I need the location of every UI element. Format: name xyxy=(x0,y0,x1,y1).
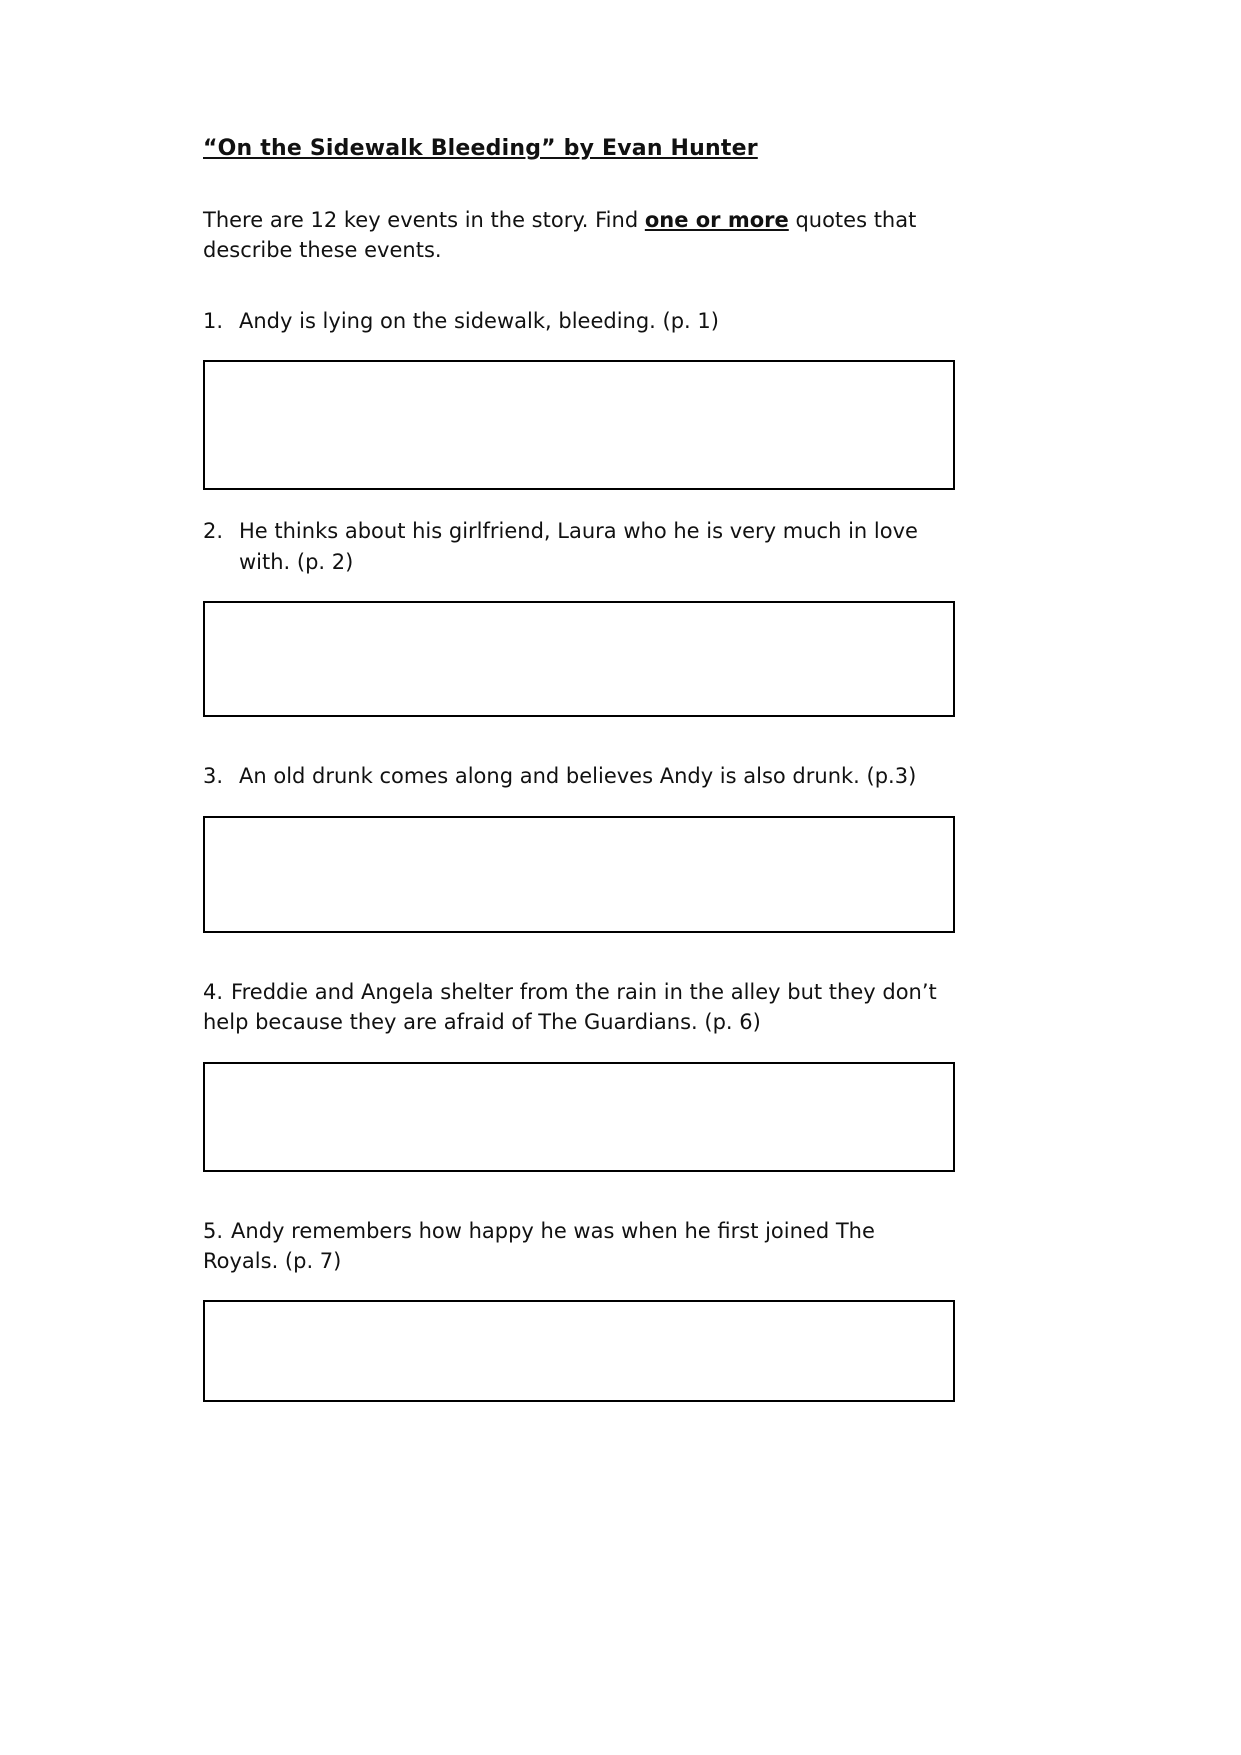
question-5 xyxy=(203,1216,948,1277)
worksheet-content xyxy=(203,136,963,1402)
question-2-number: 2. xyxy=(203,519,224,544)
answer-box-1[interactable] xyxy=(203,360,955,490)
question-4 xyxy=(203,977,948,1038)
question-2 xyxy=(203,516,948,577)
question-3 xyxy=(203,761,948,791)
answer-box-5[interactable] xyxy=(203,1300,955,1402)
question-1-text: Andy is lying on the sidewalk, bleeding. (p. 1) xyxy=(239,308,719,333)
question-5-number: 5. xyxy=(203,1218,224,1243)
intro-emphasis: one or more xyxy=(644,208,789,232)
question-1 xyxy=(203,306,948,336)
answer-box-4[interactable] xyxy=(203,1062,955,1172)
question-2-text: He thinks about his girlfriend, Laura who he is very much in love with. (p. 2) xyxy=(239,519,918,574)
intro-paragraph xyxy=(203,205,923,266)
question-1-number: 1. xyxy=(203,308,224,333)
question-3-text: An old drunk comes along and believes Andy is also drunk. (p.3) xyxy=(239,764,917,789)
page-title: “On the Sidewalk Bleeding” by Evan Hunter xyxy=(203,136,758,161)
intro-text-pre: There are 12 key events in the story. Find xyxy=(203,208,645,232)
question-3-number: 3. xyxy=(203,764,224,789)
question-4-number: 4. xyxy=(203,979,224,1004)
answer-box-3[interactable] xyxy=(203,816,955,933)
intro-text-post: quotes that describe these events. xyxy=(203,208,917,263)
question-4-text: Freddie and Angela shelter from the rain in the alley but they don’t help because they are afraid of The Guardians. (p. 6) xyxy=(203,979,937,1035)
question-5-text: Andy remembers how happy he was when he first joined The Royals. (p. 7) xyxy=(203,1218,875,1273)
answer-box-2[interactable] xyxy=(203,601,955,717)
